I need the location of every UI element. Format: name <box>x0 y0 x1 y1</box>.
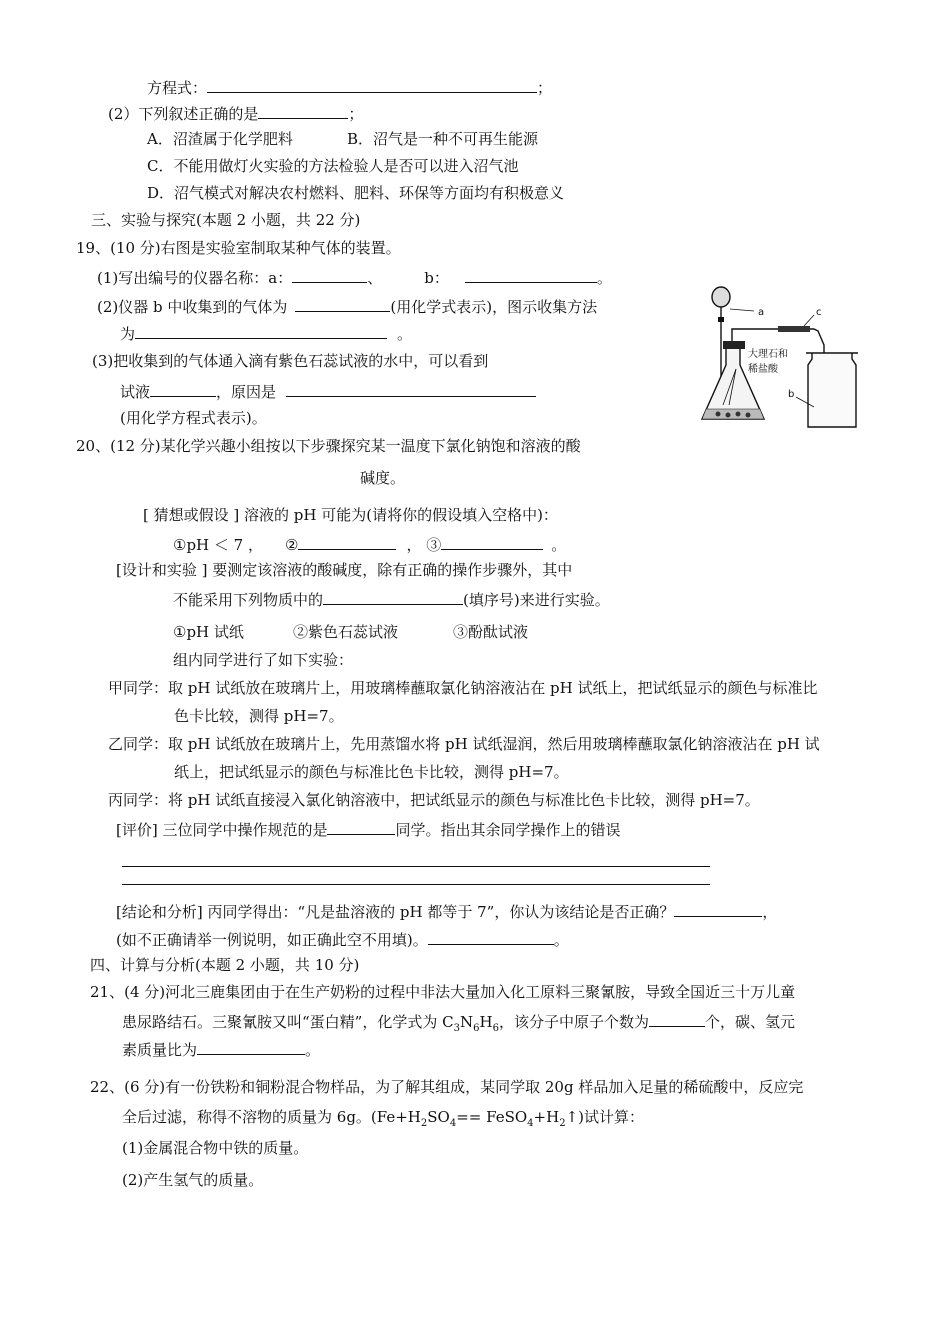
student-yi-line2: 纸上，把试纸显示的颜色与标准比色卡比较，测得 pH=7。 <box>174 763 569 781</box>
label-a: a <box>758 307 765 318</box>
option-c: C．不能用做灯火实验的方法检验人是否可以进入沼气池 <box>147 157 519 175</box>
group-intro: 组内同学进行了如下实验： <box>173 651 354 669</box>
label-c: c <box>816 307 822 318</box>
answer-blank-color[interactable] <box>150 380 216 397</box>
answer-blank-hyp2[interactable] <box>298 533 396 550</box>
question-22-part2: (2)产生氢气的质量。 <box>122 1171 264 1189</box>
answer-blank-method[interactable] <box>135 322 387 339</box>
funnel-bulb <box>712 287 730 307</box>
answer-line-2[interactable] <box>122 884 710 885</box>
question-19-part3-note: (用化学方程式表示)。 <box>120 409 267 427</box>
hypothesis-line: [ 猜想或假设 ] 溶液的 pH 可能为(请将你的假设填入空格中)： <box>143 506 558 524</box>
design-line-cont: 不能采用下列物质中的 (填序号)来进行实验。 <box>173 588 610 610</box>
question-22-line1: 22、(6 分)有一份铁粉和铜粉混合物样品，为了解其组成，某同学取 20g 样品加入足量的稀硫酸中，反应完 <box>90 1078 804 1096</box>
student-bing-line: 丙同学：将 pH 试纸直接浸入氯化钠溶液中，把试纸显示的颜色与标准比色卡比较，测得 pH=7。 <box>108 791 760 809</box>
answer-blank-student[interactable] <box>327 818 395 835</box>
equation-line: 方程式： ； <box>147 76 552 98</box>
student-yi-line1: 乙同学：取 pH 试纸放在玻璃片上，先用蒸馏水将 pH 试纸湿润，然后用玻璃棒蘸取氯化钠溶液沾在 pH 试 <box>108 735 820 753</box>
funnel-stopcock <box>718 317 724 322</box>
question-22-line2: 全后过滤，称得不溶物的质量为 6g。($Fe+H_2SO_4==$ $FeSO_4+H_2↑$)试计算： <box>122 1108 644 1129</box>
gas-jar <box>808 353 856 427</box>
option-d: D．沼气模式对解决农村燃料、肥料、环保等方面均有积极意义 <box>147 184 565 202</box>
conclusion-line-cont: (如不正确请举一例说明，如正确此空不用填)。 。 <box>116 928 569 950</box>
flask-liquid <box>702 409 764 419</box>
question-21-line3: 素质量比为 。 <box>122 1038 320 1060</box>
hypothesis-options: ①pH ＜ 7 ， ② ， ③ 。 <box>173 533 566 555</box>
question-22-part1: (1)金属混合物中铁的质量。 <box>122 1139 309 1157</box>
question-19-title: 19、(10 分)右图是实验室制取某种气体的装置。 <box>76 239 401 257</box>
question-20-title-cont: 碱度。 <box>360 469 406 487</box>
question-19-part2: (2)仪器 b 中收集到的气体为 (用化学式表示)，图示收集方法 <box>97 295 597 317</box>
answer-blank-a[interactable] <box>292 266 367 283</box>
design-line: [设计和实验 ] 要测定该溶液的酸碱度，除有正确的操作步骤外，其中 <box>116 561 573 579</box>
answer-blank-atoms[interactable] <box>649 1010 705 1027</box>
question-20-title: 20、(12 分)某化学兴趣小组按以下步骤探究某一温度下氯化钠饱和溶液的酸 <box>76 437 581 455</box>
label-b: b <box>788 389 795 400</box>
flask-label-2: 稀盐酸 <box>748 364 778 375</box>
answer-blank-example[interactable] <box>428 928 554 945</box>
question-19-part3-cont: 试液 ，原因是 <box>120 380 536 402</box>
section-4-heading: 四、计算与分析(本题 2 小题，共 10 分) <box>90 956 360 974</box>
question-19-part3: (3)把收集到的气体通入滴有紫色石蕊试液的水中，可以看到 <box>92 352 489 370</box>
answer-blank-reason[interactable] <box>286 380 536 397</box>
answer-blank-ratio[interactable] <box>197 1038 305 1055</box>
section-3-heading: 三、实验与探究(本题 2 小题，共 22 分) <box>91 211 361 229</box>
answer-blank-judge[interactable] <box>674 900 762 917</box>
flask-stopper <box>723 341 745 349</box>
answer-blank[interactable] <box>258 102 348 119</box>
conclusion-line: [结论和分析] 丙同学得出：“凡是盐溶液的 pH 都等于 7”，你认为该结论是否正确？ ， <box>116 900 777 922</box>
answer-blank-material[interactable] <box>323 588 463 605</box>
question-18-part2: (2）下列叙述正确的是 ； <box>108 102 363 124</box>
question-19-part1: (1)写出编号的仪器名称：a： 、 b： 。 <box>97 266 612 288</box>
student-jia-line2: 色卡比较，测得 pH=7。 <box>174 707 344 725</box>
question-19-part2-cont: 为 。 <box>120 322 412 344</box>
answer-line-1[interactable] <box>122 866 710 867</box>
rubber-tube-c <box>778 326 810 332</box>
answer-blank[interactable] <box>207 76 537 93</box>
material-2: ②紫色石蕊试液 <box>293 623 399 641</box>
option-b: B．沼气是一种不可再生能源 <box>347 130 539 148</box>
flask-label-1: 大理石和 <box>748 349 788 360</box>
answer-blank-b[interactable] <box>465 266 597 283</box>
material-3: ③酚酞试液 <box>453 623 529 641</box>
answer-blank-hyp3[interactable] <box>441 533 543 550</box>
question-21-line2: 患尿路结石。三聚氰胺又叫“蛋白精”，化学式为 $C_3N_6H_6$，该分子中原子个数为 个，碳、氢元 <box>122 1010 795 1039</box>
material-1: ①pH 试纸 <box>173 623 244 641</box>
student-jia-line1: 甲同学：取 pH 试纸放在玻璃片上，用玻璃棒蘸取氯化钠溶液沾在 pH 试纸上，把试纸显示的颜色与标准比 <box>108 679 818 697</box>
evaluation-line: [评价] 三位同学中操作规范的是 同学。指出其余同学操作上的错误 <box>116 818 621 840</box>
question-21-line1: 21、(4 分)河北三鹿集团由于在生产奶粉的过程中非法大量加入化工原料三聚氰胺，导致全国近三十万儿童 <box>90 983 796 1001</box>
apparatus-figure <box>696 285 866 433</box>
answer-blank-gas[interactable] <box>295 295 390 312</box>
option-a: A．沼渣属于化学肥料 <box>147 130 293 148</box>
